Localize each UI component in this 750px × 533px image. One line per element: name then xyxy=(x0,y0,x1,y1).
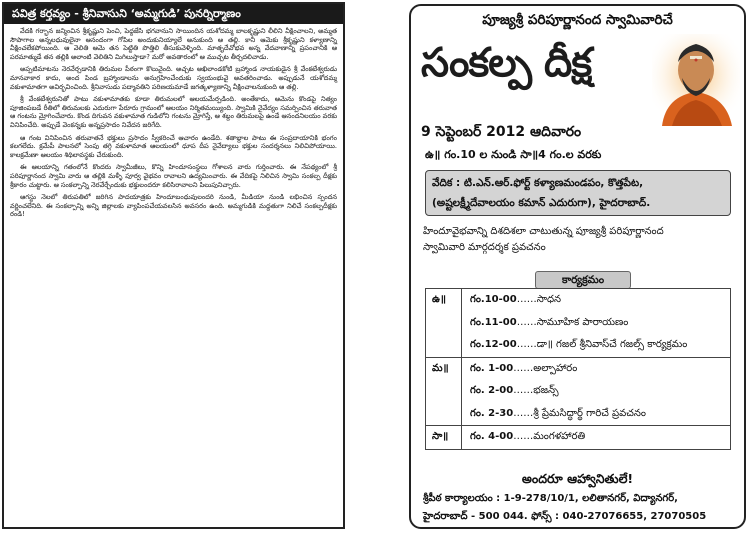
program-dots: …… xyxy=(513,362,534,374)
program-dots: …… xyxy=(513,385,534,396)
program-item: అల్పాహారం xyxy=(533,362,578,374)
venue-line: వేదిక : టి.ఎన్.ఆర్.ఫోర్ట్ కళ్యాణమండపం, కొత్తపేట, xyxy=(432,177,644,189)
program-row xyxy=(462,403,730,426)
program-item: సామూహిక పారాయణం xyxy=(536,316,629,328)
event-date: 9 సెప్టెంబర్ 2012 ఆదివారం xyxy=(421,124,582,140)
venue-box xyxy=(425,170,731,216)
program-dots: …… xyxy=(516,339,537,350)
program-day-label: సా॥ xyxy=(426,426,462,449)
program-dots: …… xyxy=(516,294,537,305)
article-paragraph: ఆ గంట వినిపించిన తరువాతనే భక్తులు ప్రసాదం స్వీకరించే ఆచారం ఉండేది. శతాబ్దాల పాటు ఈ సంప్రదాయానికి భంగం కలగలేదు. క్రమేపీ పాలనలో సెంపు తగ్గి వకుళామాత ఆలయంలో ధూప దీప నైవేద్యాలు భక్తుల సందర్శనలు నిలిచిపోయాయి. కాలక్రమేణా ఆలయం శిథిలావస్థకు చేరుకుంది. xyxy=(10,133,337,159)
venue-line: (అష్టలక్ష్మీదేవాలయం కమాన్ ఎదురుగా), హైదరాబాద్. xyxy=(432,197,651,209)
program-day-label: ఉ॥ xyxy=(426,289,462,357)
program-day-block xyxy=(426,289,730,358)
program-item: సాధన xyxy=(536,294,562,305)
program-day-block xyxy=(426,358,730,427)
organizer-line: స్వామివారి మార్గదర్శక ప్రవచనం xyxy=(423,242,546,253)
article-paragraph: ఈ ఆలయాన్ని గతంలోనే కొందరు స్వామీజీలు, కొన్ని హిందూసంస్థలు గోశాలన వారు గుర్తించారు. ఈ నేపథ్యంలో శ్రీ పరిపూర్ణానంద స్వామి వారు ఆ తల్లికి మళ్ళీ పూర్వ వైభవం రావాలని ఉద్యమించారు. ఈ వేదికపై నిలిచిన స్వామి సంకల్ప దీక్షకు శ్రీకారం చుట్టారు. ఆ సంకల్పాన్ని నెరవేర్చేందుకు భక్తులందరూ కలిసిరావాలని పిలుపునిచ్చారు. xyxy=(10,163,337,189)
program-item: భజన్స్ xyxy=(533,385,559,396)
event-time: ఉ॥ గం.10 ల నుండి సా॥4 గం.ల వరకు xyxy=(425,148,602,161)
program-table xyxy=(425,288,731,450)
program-row xyxy=(462,358,730,381)
program-row xyxy=(462,312,730,335)
program-dots: …… xyxy=(513,407,534,419)
program-item: శ్రీ ప్రేమసిద్ధార్థ్ గారిచే ప్రవచనం xyxy=(533,407,646,419)
organizer-text xyxy=(423,224,739,256)
program-time: గం.11-00 xyxy=(470,316,517,328)
organizer-line: హిందూవైభవాన్ని దిశదిశలా చాటుతున్న పూజ్యశ్రీ పరిపూర్ణానంద xyxy=(423,226,664,237)
left-article-panel xyxy=(2,2,345,529)
article-paragraph: శ్రీ వేంకటేశ్వరునితో పాటు వకుళామాతకు కూడా తిరుమలలో ఆలయమేర్పడింది. అంతేకాదు, ఆమెను కొండపై నిత్యం పూజింపబడే రీతిలో తిరుమలకు ఎదురుగా పేరూరు గ్రామంలో ఆలయం నిర్మితమయ్యింది. స్వామికి నైవేద్యం సమర్పించిన తరువాత ఆ గంటను మ్రోగించేవారు. కొండ దిగువన వకుళామాత గుడిలోని గంటను మ్రోగిస్తే, ఆ శబ్దం తిరుమలపై ఉండే ఆనందనిలయం వరకు వినిపించేది. అప్పుడే వెంకన్నకు అన్నప్రసాదం నివేదన జరిగేది. xyxy=(10,95,337,129)
invitation-subtitle: పూజ్యశ్రీ పరిపూర్ణానంద స్వామివారిచే xyxy=(482,12,673,28)
program-row xyxy=(462,289,730,312)
invitation-message: అందరూ ఆహ్వానితులే! xyxy=(521,471,634,486)
article-header: పవిత్ర కర్తవ్యం - శ్రీనివాసుని ‘అమ్మగుడి’ పునర్నిర్మాణం xyxy=(4,4,343,24)
article-paragraph: ఆగస్టు నెలలో తిరుపతిలో జరిగిన పాదయాత్రకు హిందూబంధువులందరి నుండి, మీడియా నుండి లభించిన స్పందన వర్ణించలేనిది. ఈ సంకల్పాన్ని అన్ని జిల్లాలకు వ్యాపింపచేయవలసిన అవసరం ఉంది. అమ్మగుడికి మద్దతుగా నిలిచే సంకల్పదీక్షకు రండి! xyxy=(10,193,337,219)
program-time: గం.12-00 xyxy=(470,339,517,350)
program-row xyxy=(462,334,730,357)
program-day-block xyxy=(426,426,730,449)
program-time: గం.10-00 xyxy=(470,294,517,305)
program-time: గం. 2-00 xyxy=(470,385,514,396)
program-day-label: మ॥ xyxy=(426,358,462,426)
program-row xyxy=(462,426,730,449)
article-paragraph: అప్పటిమాటను నెరవేర్చడానికి తిరుమల పీఠంగా కొలువైంది. అచ్చట అఖిలాండకోటి బ్రహ్మాండ నాయకుడైన శ్రీ వేంకటేశ్వరుడు మానవాకార కాదు, అంద పిండ బ్రహ్మాండాలను అనుగ్రహించేందుకు స్వయంభువై అవతరించాడు. అప్పుడునే యశోదమ్మ వకుళామాతగా అవిర్భవించింది. శ్రీనివాసుడు పద్మావతిని పరిణయమాడే జగత్కళ్యాణాన్ని వీక్షించాలనుకుంది ఆ తల్లి. xyxy=(10,65,337,91)
program-item: డా॥ గజల్ శ్రీనివాస్‌చే గజల్స్ కార్యక్రమం xyxy=(536,339,688,350)
program-time: గం. 2-30 xyxy=(470,407,514,419)
invitation-title: సంకల్ప దీక్ష xyxy=(421,40,592,86)
program-dots: …… xyxy=(513,431,534,442)
swami-portrait-image xyxy=(652,34,740,126)
invitation-panel xyxy=(409,4,746,529)
article-body xyxy=(4,24,343,219)
program-dots: …… xyxy=(516,316,537,328)
program-time: గం. 1-00 xyxy=(470,362,514,374)
office-phone: హైదరాబాద్ - 500 044. ఫోన్స్ : 040-27076655, 27070505 xyxy=(423,511,707,522)
program-item: మంగళహారతి xyxy=(533,431,586,442)
office-address: శ్రీపీఠ కార్యాలయం : 1-9-278/10/1, లలితానగర్, విద్యానగర్, xyxy=(423,493,678,504)
program-time: గం. 4-00 xyxy=(470,431,514,442)
article-paragraph: వేదకి గర్భాన జన్మించిన శ్రీకృష్ణుని పెంచి, పెద్దజేసి భగవానుని సాయిందిన యశోదమ్మ బాలకృష్ణుని లీలిని వీక్షించాలని, అమ్మత సౌపాగాల అన్నలధువులైనా ఆనందంగా గోపిల అందుకునియ్యాలే అనుకుంది ఆ తల్లి. కానీ ఆమెకు శ్రీకృష్ణుని కళ్యాణాన్ని వీక్షించలేకపోయింది. ఆ వెలితి ఆమె తన పెట్టితి పొత్తిలి తీసుకువెళ్ళింది. మాతృదేవోభవ అన్న వేదవాణాన్ని ప్రపంచానికి ఆ పరమాత్ముడే తన తల్లికి అలాంటి వెలితిని మిగిలుస్తాడా? మరో అవతారంలో ఆ ముచ్చట తీర్చదలిచాడు. xyxy=(10,27,337,61)
program-row xyxy=(462,380,730,403)
program-heading: కార్యక్రమం xyxy=(535,271,631,289)
